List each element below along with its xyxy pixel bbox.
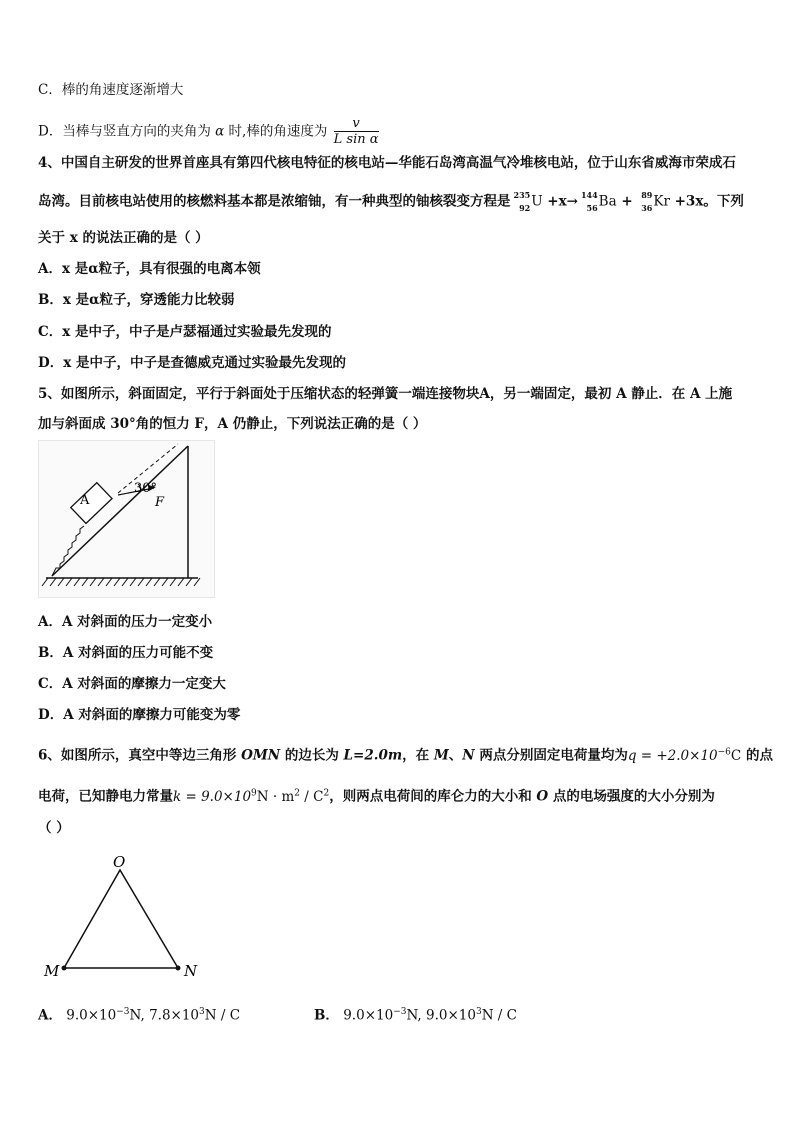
uranium-symbol: U <box>531 193 543 210</box>
q6-option-b-force: 9.0×10 <box>343 1007 394 1024</box>
q6-option-a <box>38 1002 240 1026</box>
u-atomic-number: 92 <box>519 203 531 213</box>
q6-option-b-label: B． <box>314 1007 339 1024</box>
barium-isotope-indices <box>580 190 599 214</box>
point-o: O <box>536 788 549 805</box>
point-m: M <box>433 747 449 764</box>
q6-line1-charge-text: 两点分别固定电荷量均为 <box>474 747 628 764</box>
q4-line2-prefix: 岛湾。目前核电站使用的核燃料基本都是浓缩铀，有一种典型的铀核裂变方程是 <box>38 193 511 210</box>
q6-option-b-exp1: −3 <box>393 1007 407 1017</box>
kr-mass-number: 89 <box>641 190 653 200</box>
q6-option-a-label: A． <box>38 1007 62 1024</box>
q4-line3: 关于 x 的说法正确的是（ ） <box>38 230 209 246</box>
k-unit-exp2: 2 <box>323 788 330 798</box>
q6-option-a-exp1: −3 <box>116 1007 130 1017</box>
plus-sign: + <box>621 193 633 210</box>
plus-x-arrow: +x→ <box>547 193 578 210</box>
q6-line3: （ ） <box>38 820 70 836</box>
vertex-o-label: O <box>113 853 126 871</box>
q6-option-b <box>314 1002 517 1026</box>
prev-option-d-mid: 时,棒的角速度为 <box>228 123 328 140</box>
q6-line2-intro: 电荷，已知静电力常量 <box>38 788 173 805</box>
k-unit-exp1: 2 <box>294 788 301 798</box>
u-mass-number: 235 <box>513 190 531 200</box>
charge-exponent: −6 <box>717 747 731 757</box>
q4-line2-tail: +3x。下列 <box>674 193 744 210</box>
prev-option-c: C．棒的角速度逐渐增大 <box>38 82 184 98</box>
charge-n-dot <box>176 966 181 971</box>
q4-option-c: C．x 是中子，中子是卢瑟福通过实验最先发现的 <box>38 324 332 340</box>
block-a-label: A <box>80 493 90 508</box>
q6-option-b-exp2: 3 <box>475 1007 482 1017</box>
ba-atomic-number: 56 <box>586 203 598 213</box>
q4-option-b: B．x 是α粒子，穿透能力比较弱 <box>38 292 235 308</box>
fraction-numerator: v <box>334 116 379 132</box>
vertex-n-label: N <box>184 962 198 980</box>
charge-value: q = +2.0×10 <box>627 747 718 764</box>
q5-line1: 5、如图所示，斜面固定，平行于斜面处于压缩状态的轻弹簧一端连接物块A，另一端固定，最初 A 静止．在 A 上施 <box>38 386 733 402</box>
q6-option-a-force: 9.0×10 <box>66 1007 117 1024</box>
q6-line2-end: 点的电场强度的大小分别为 <box>548 788 715 805</box>
q6-line1-side-text: 的边长为 <box>280 747 344 764</box>
krypton-isotope-indices <box>637 190 653 214</box>
alpha-symbol: α <box>215 123 225 140</box>
coulomb-constant-formula <box>173 789 329 805</box>
q5-option-a: A．A 对斜面的压力一定变小 <box>38 614 213 630</box>
q6-line2-mid: ，则两点电荷间的库仑力的大小和 <box>329 788 537 805</box>
triangle-figure <box>38 850 208 982</box>
charge-unit: C <box>730 747 742 764</box>
q6-line1-intro: 6、如图所示，真空中等边三角形 <box>38 747 242 764</box>
angle-label: 30° <box>134 481 158 496</box>
k-unit-c: / C <box>300 788 324 805</box>
q6-option-a-field: N, 7.8×10 <box>129 1007 200 1024</box>
prev-option-d <box>38 116 381 148</box>
charge-formula <box>628 748 741 764</box>
q5-option-b: B．A 对斜面的压力可能不变 <box>38 645 214 661</box>
k-exponent: 9 <box>251 788 257 798</box>
q6-line1-end: 的点 <box>741 747 773 764</box>
point-n: N <box>462 747 475 764</box>
angular-velocity-fraction <box>334 116 379 148</box>
q6-line1-sep: 、 <box>448 747 463 764</box>
prev-option-d-prefix: D．当棒与竖直方向的夹角为 <box>38 123 211 140</box>
incline-figure <box>38 440 216 598</box>
q6-line1-at: ，在 <box>402 747 434 764</box>
triangle-name: OMN <box>241 747 281 764</box>
q6-option-a-exp2: 3 <box>199 1007 205 1017</box>
force-label: F <box>155 495 165 510</box>
side-length: L=2.0m <box>343 747 403 764</box>
k-unit-nm: N · m <box>256 788 295 805</box>
q6-option-b-unit: N / C <box>481 1007 517 1024</box>
equilateral-triangle <box>64 870 178 968</box>
charge-m-dot <box>62 966 67 971</box>
q6-option-a-unit: N / C <box>204 1007 241 1024</box>
q5-option-c: C．A 对斜面的摩擦力一定变大 <box>38 676 226 692</box>
q4-line1: 4、中国自主研发的世界首座具有第四代核电特征的核电站—华能石岛湾高温气冷堆核电站，位于山东省威海市荣成石 <box>38 155 736 171</box>
q4-option-a: A．x 是α粒子，具有很强的电离本领 <box>38 261 261 277</box>
q5-option-d: D．A 对斜面的摩擦力可能变为零 <box>38 707 241 723</box>
krypton-symbol: Kr <box>653 193 670 210</box>
fraction-denominator: L sin α <box>333 132 379 147</box>
vertex-m-label: M <box>44 962 60 980</box>
kr-atomic-number: 36 <box>641 203 653 213</box>
ba-mass-number: 144 <box>580 190 598 200</box>
uranium-isotope-indices <box>515 190 531 214</box>
q5-line2: 加与斜面成 30°角的恒力 F，A 仍静止，下列说法正确的是（ ） <box>38 416 427 432</box>
k-value: k = 9.0×10 <box>173 788 252 805</box>
q4-option-d: D．x 是中子，中子是查德威克通过实验最先发现的 <box>38 355 346 371</box>
q6-option-b-field: N, 9.0×10 <box>406 1007 476 1024</box>
q6-line1 <box>38 742 773 766</box>
barium-symbol: Ba <box>598 193 617 210</box>
q4-line2 <box>38 190 744 214</box>
q6-line2 <box>38 783 715 807</box>
